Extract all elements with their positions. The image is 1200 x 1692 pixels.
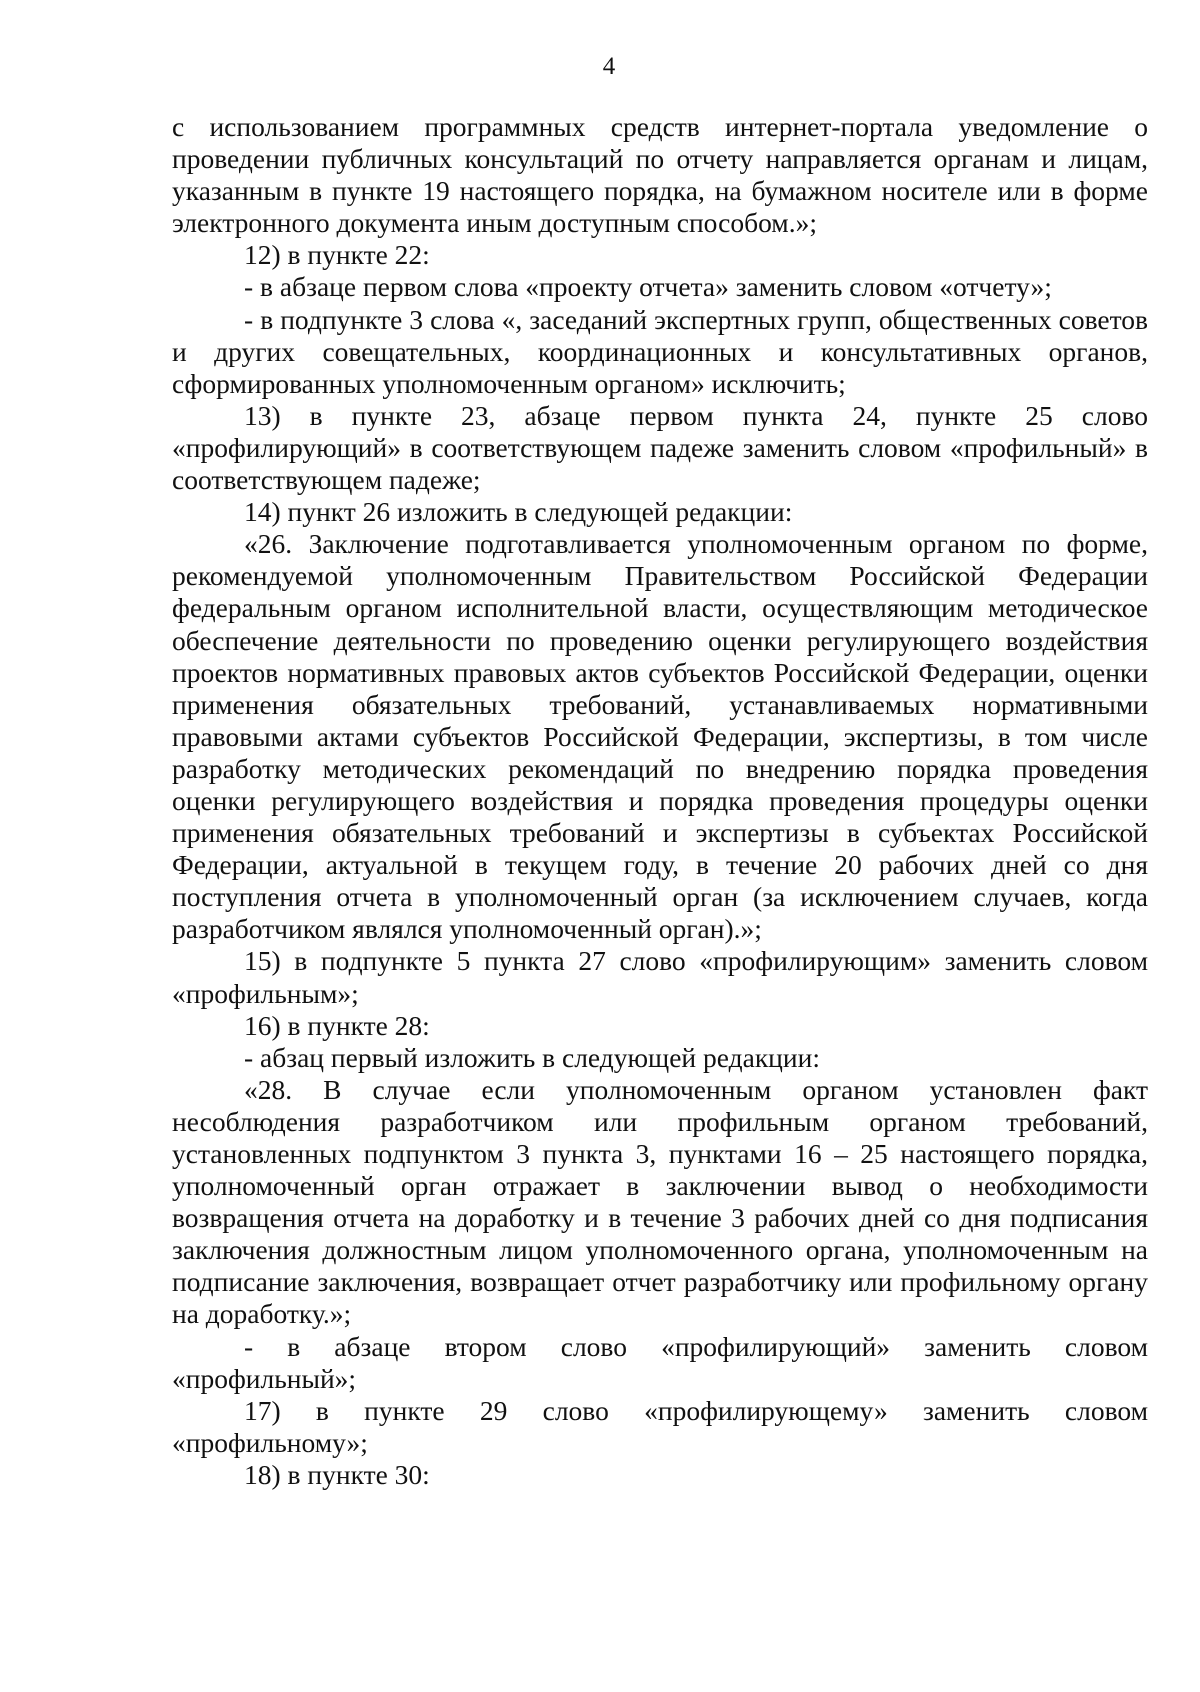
paragraph-item-16: 16) в пункте 28: <box>244 1009 430 1041</box>
page-number: 4 <box>602 53 616 80</box>
paragraph-item-15: 15) в подпункте 5 пункта 27 слово «профилирующим» заменить словом «профильным»; <box>172 945 1148 1009</box>
paragraph-point-26: «26. Заключение подготавливается уполномоченным органом по форме, рекомендуемой уполномоченным Правительством Российской Федерации федеральным органом исполнительной власти, осуществляющим методическое обеспечение деятельности по проведению оценки регулирующего воздействия проектов нормативных правовых актов субъектов Российской Федерации, оценки применения обязательных требований, устанавливаемых нормативными правовыми актами субъектов Российской Федерации, экспертизы, в том числе разработку методических рекомендаций по внедрению порядка проведения оценки регулирующего воздействия и порядка проведения процедуры оценки применения обязательных требований и экспертизы в субъектах Российской Федерации, актуальной в текущем году, в течение 20 рабочих дней со дня поступления отчета в уполномоченный орган (за исключением случаев, когда разработчиком являлся уполномоченный орган).»; <box>172 528 1148 945</box>
paragraph-item-12: 12) в пункте 22: <box>244 239 430 271</box>
paragraph-item-16-abzac-2: - в абзаце втором слово «профилирующий» заменить словом «профильный»; <box>172 1330 1148 1394</box>
paragraph-point-28: «28. В случае если уполномоченным органом установлен факт несоблюдения разработчиком или профильным органом требований, установленных подпунктом 3 пункта 3, пунктами 16 – 25 настоящего порядка, уполномоченный орган отражает в заключении вывод о необходимости возвращения отчета на доработку и в течение 3 рабочих дней со дня подписания заключения должностным лицом уполномоченного органа, уполномоченным на подписание заключения, возвращает отчет разработчику или профильному органу на доработку.»; <box>172 1073 1148 1330</box>
paragraph-item-12-abzac-1: - в абзаце первом слова «проекту отчета» заменить словом «отчету»; <box>244 271 1052 303</box>
document-body <box>172 111 1148 1491</box>
paragraph-item-14: 14) пункт 26 изложить в следующей редакции: <box>244 496 793 528</box>
paragraph-continuation: с использованием программных средств интернет-портала уведомление о проведении публичных консультаций по отчету направляется органам и лицам, указанным в пункте 19 настоящего порядка, на бумажном носителе или в форме электронного документа иным доступным способом.»; <box>172 111 1148 239</box>
paragraph-item-13: 13) в пункте 23, абзаце первом пункта 24, пункте 25 слово «профилирующий» в соответствующем падеже заменить словом «профильный» в соответствующем падеже; <box>172 399 1148 496</box>
paragraph-item-12-subitem-3: - в подпункте 3 слова «, заседаний экспертных групп, общественных советов и других совещательных, координационных и консультативных органов, сформированных уполномоченным органом» исключить; <box>172 303 1148 399</box>
paragraph-item-17: 17) в пункте 29 слово «профилирующему» заменить словом «профильному»; <box>172 1394 1148 1458</box>
paragraph-item-16-abzac-1: - абзац первый изложить в следующей редакции: <box>244 1041 820 1073</box>
paragraph-item-18: 18) в пункте 30: <box>244 1458 430 1490</box>
